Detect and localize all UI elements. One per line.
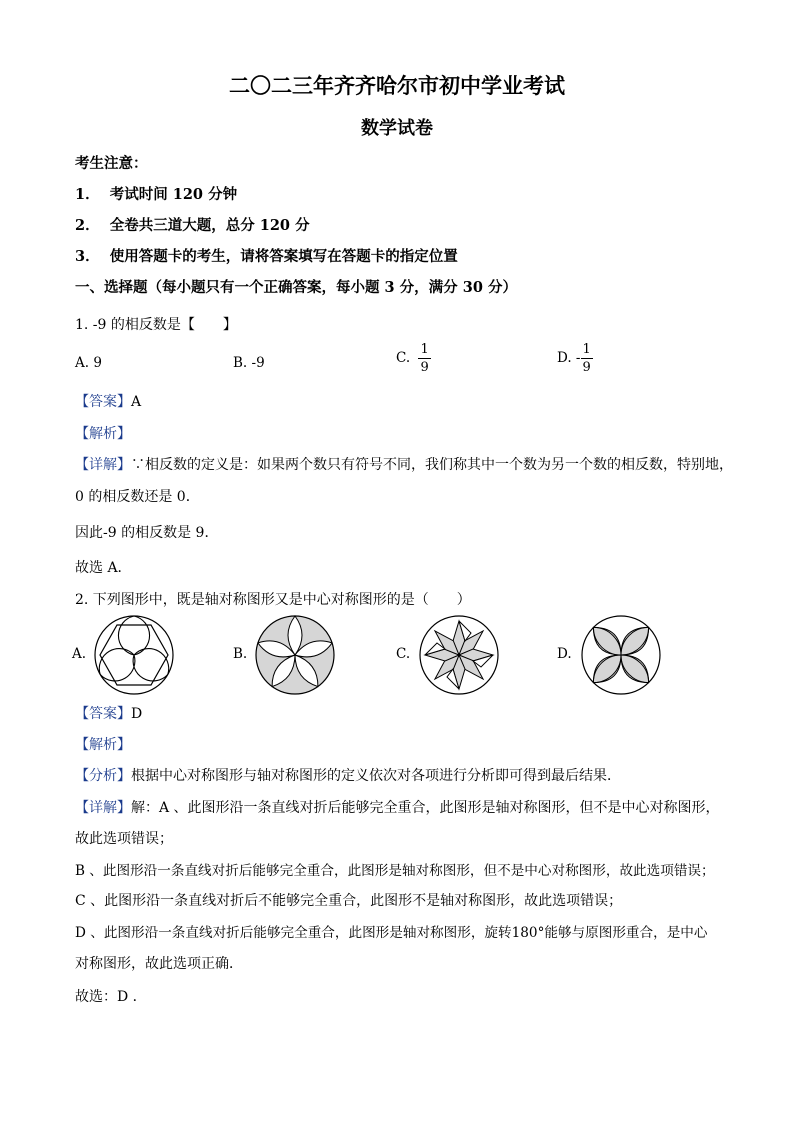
q1-option-d <box>557 343 593 374</box>
detail-text: ∵相反数的定义是：如果两个数只有符号不同，我们称其中一个数为另一个数的相反数，特别地， <box>131 457 733 473</box>
q2-fenxi <box>75 765 621 785</box>
notice-item-text: 使用答题卡的考生，请将答案填写在答题卡的指定位置 <box>109 248 458 265</box>
q1-option-c <box>396 343 431 374</box>
q1-analysis-tag: 【解析】 <box>75 426 131 442</box>
answer-tag: 【答案】 <box>75 706 131 722</box>
q2-detail-a-line-1 <box>75 797 720 817</box>
detail-tag: 【详解】 <box>75 800 131 816</box>
q2-conclusion: 故选：D ． <box>75 989 147 1005</box>
fraction-numerator: 1 <box>582 342 591 357</box>
detail-text: 解：A 、此图形沿一条直线对折后能够完全重合，此图形是轴对称图形，但不是中心对称图形， <box>131 800 720 816</box>
q1-option-a: A. 9 <box>75 355 102 371</box>
q2-figure-a <box>93 614 175 696</box>
fenxi-text: 根据中心对称图形与轴对称图形的定义依次对各项进行分析即可得到最后结果． <box>131 768 621 784</box>
exam-title: 二〇二三年齐齐哈尔市初中学业考试 <box>229 73 565 98</box>
q2-detail-d-line-1: D 、此图形沿一条直线对折后能够完全重合，此图形是轴对称图形，旋转180°能够与原图形重合，是中心 <box>75 925 708 941</box>
fraction-denominator: 9 <box>582 360 591 375</box>
exam-subtitle: 数学试卷 <box>361 118 433 139</box>
answer-value: D <box>131 706 143 722</box>
q2-label-a: A. <box>72 646 87 662</box>
q1-option-b: B. -9 <box>233 355 265 371</box>
q1-option-d-prefix: D. - <box>557 350 581 366</box>
fraction <box>581 343 593 374</box>
q2-stem: 2. 下列图形中，既是轴对称图形又是中心对称图形的是（ ） <box>75 592 471 608</box>
q1-answer <box>75 391 141 411</box>
q2-figure-d <box>580 614 662 696</box>
notice-item-num: 1． <box>75 186 100 203</box>
q2-detail-d-line-2: 对称图形，故此选项正确． <box>75 956 243 972</box>
q1-line-3: 因此-9 的相反数是 9． <box>75 525 219 541</box>
q2-detail-c: C 、此图形沿一条直线对折后不能够完全重合，此图形不是轴对称图形，故此选项错误； <box>75 893 623 909</box>
q2-figure-b <box>254 614 336 696</box>
notice-item-num: 2． <box>75 217 100 234</box>
fraction <box>418 343 430 374</box>
notice-item-text: 考试时间 120 分钟 <box>109 186 238 203</box>
detail-tag: 【详解】 <box>75 457 131 473</box>
q2-label-b: B. <box>233 646 248 662</box>
notice-item-1 <box>75 183 237 204</box>
fraction-denominator: 9 <box>420 360 429 375</box>
notice-item-num: 3． <box>75 248 100 265</box>
answer-value: A <box>131 394 142 410</box>
answer-tag: 【答案】 <box>75 394 131 410</box>
q1-conclusion: 故选 A． <box>75 560 132 576</box>
q1-detail-line-1 <box>75 454 733 474</box>
notice-item-2 <box>75 214 310 235</box>
notice-item-3 <box>75 245 458 266</box>
q2-analysis-tag: 【解析】 <box>75 737 131 753</box>
notice-heading: 考生注意： <box>75 155 148 172</box>
notice-item-text: 全卷共三道大题，总分 120 分 <box>109 217 310 234</box>
q2-label-d: D. <box>557 646 572 662</box>
q1-stem: 1. -9 的相反数是【 】 <box>75 317 237 333</box>
q1-option-c-prefix: C. <box>396 350 411 366</box>
q2-figure-c <box>418 614 500 696</box>
q2-detail-b: B 、此图形沿一条直线对折后能够完全重合，此图形是轴对称图形，但不是中心对称图形，故此选项错误； <box>75 863 715 879</box>
section-heading: 一、选择题（每小题只有一个正确答案，每小题 3 分，满分 30 分） <box>75 279 517 296</box>
q2-label-c: C. <box>396 646 411 662</box>
q1-detail-line-2: 0 的相反数还是 0． <box>75 489 200 505</box>
fraction-numerator: 1 <box>420 342 429 357</box>
fenxi-tag: 【分析】 <box>75 768 131 784</box>
q2-detail-a-line-2: 故此选项错误； <box>75 831 173 847</box>
q2-answer <box>75 703 142 723</box>
